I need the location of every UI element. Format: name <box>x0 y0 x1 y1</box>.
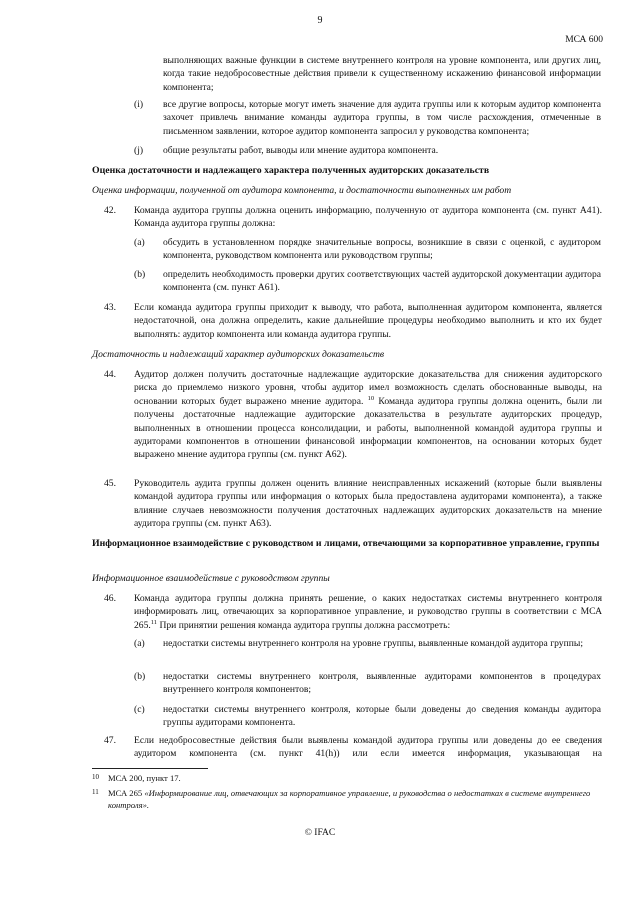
page-number: 9 <box>317 15 323 26</box>
paragraph-44-text-part1: Аудитор должен получить достаточные надлежащие аудиторские доказательства для снижения аудиторского риска до приемлемо низкого уровня, чтобы аудитор имел возможность сделать обоснованные выводы, на основании которых будет выражено мнение аудитора. <box>134 369 602 407</box>
paragraph-45-text: Руководитель аудита группы должен оценить влияние неисправленных искажений (которые были выявлены командой аудитора группы или информация о которых была предоставлена аудиторами компонента), а также влияние случаев невозможности получения достаточных надлежащих аудиторских доказательств на мнение аудитора группы (см. пункт А63). <box>134 478 602 530</box>
copyright-footer: © IFAC <box>304 828 336 838</box>
paragraph-46b-text: недостатки системы внутреннего контроля, выявленные аудиторами компонентов в процедурах внутреннего контроля компонентов; <box>163 671 601 696</box>
paragraph-43-number: 43. <box>104 302 116 313</box>
paragraph-47-number: 47. <box>104 735 116 746</box>
item-i-label: (i) <box>134 99 144 110</box>
paragraph-44-number: 44. <box>104 369 116 380</box>
footnote-divider <box>92 768 208 769</box>
paragraph-42-number: 42. <box>104 205 116 216</box>
footnote-ref-11: 11 <box>150 618 158 626</box>
paragraph-42b-label: (b) <box>134 269 146 280</box>
subheading-sufficiency: Достаточность и надлежащий характер аудиторских доказательств <box>92 349 385 360</box>
paragraph-42b-text: определить необходимость проверки других соответствующих частей аудиторской документации аудитора компонента (см. пункт А61). <box>163 269 601 294</box>
item-h-continuation: выполняющих важные функции в системе внутреннего контроля на уровне компонента, или других лиц, когда такие недобросовестные действия привели к существенному искажению финансовой информации компонента; <box>163 55 601 93</box>
paragraph-46-number: 46. <box>104 593 116 604</box>
paragraph-47-text: Если недобросовестные действия были выявлены командой аудитора группы или доведены до ее сведения аудитором компонента (см. пункт 41(h)) или если имеется информация, указывающая на <box>134 735 602 760</box>
footnote-11-text <box>108 788 602 811</box>
section-heading-communication: Информационное взаимодействие с руководством и лицами, отвечающими за корпоративное управление, группы <box>92 538 600 549</box>
item-j-label: (j) <box>134 145 144 156</box>
footnote-10-number: 10 <box>92 773 99 781</box>
paragraph-46c-text: недостатки системы внутреннего контроля, которые были доведены до сведения команды аудитора группы аудиторами компонента. <box>163 704 601 729</box>
paragraph-42-text: Команда аудитора группы должна оценить информацию, полученную от аудитора компонента (см. пункт А41). Команда аудитора группы должна: <box>134 205 602 230</box>
paragraph-46a-text: недостатки системы внутреннего контроля на уровне группы, выявленные командой аудитора группы; <box>163 638 583 649</box>
paragraph-42a-label: (a) <box>134 237 145 248</box>
subheading-component-info: Оценка информации, полученной от аудитора компонента, и достаточности выполненных им работ <box>92 185 512 196</box>
item-i-text: все другие вопросы, которые могут иметь значение для аудита группы или к которым аудитор компонента захочет привлечь внимание команды аудитора группы, в том числе расхождения, отмеченные в письменном заявлении, которое аудитор компонента запросил у руководства компонента; <box>163 99 601 137</box>
standard-code: МСА 600 <box>565 35 603 45</box>
section-heading-evaluation: Оценка достаточности и надлежащего характера полученных аудиторских доказательств <box>92 165 490 176</box>
paragraph-46-text-part2: При принятии решения команда аудитора группы должна рассмотреть: <box>157 619 451 631</box>
subheading-group-management: Информационное взаимодействие с руководством группы <box>92 573 330 584</box>
footnote-10-text: МСА 200, пункт 17. <box>108 773 181 783</box>
paragraph-46-text <box>134 592 602 632</box>
paragraph-46c-label: (c) <box>134 704 145 715</box>
paragraph-44-text <box>134 368 602 462</box>
paragraph-45-number: 45. <box>104 478 116 489</box>
paragraph-46b-label: (b) <box>134 671 146 682</box>
item-j-text: общие результаты работ, выводы или мнение аудитора компонента. <box>163 145 439 156</box>
paragraph-42a-text: обсудить в установленном порядке значительные вопросы, возникшие в связи с оценкой, с аудитором компонента, руководством компонента или руководством группы; <box>163 237 601 262</box>
footnote-11-number: 11 <box>92 788 99 796</box>
paragraph-46a-label: (a) <box>134 638 145 649</box>
footnote-ref-10: 10 <box>367 394 375 402</box>
paragraph-44-text-part2: Команда аудитора группы должна оценить, были ли получены достаточные надлежащие аудиторские доказательства в результате аудиторских процедур, выполненных в отношении процесса консолидации, и работы, выполненной командой аудитора группы и аудиторами компонентов в отношении финансовой информации компонентов, на основании которых будет выражено мнение аудитора группы (см. пункт А62). <box>134 395 603 461</box>
paragraph-43-text: Если команда аудитора группы приходит к выводу, что работа, выполненная аудитором компонента, является недостаточной, она должна определить, какие дальнейшие процедуры необходимо выполнить и кто их будет выполнять: аудитор компонента или команда аудитора группы. <box>134 302 602 340</box>
footnote-11-plain: МСА 265 <box>108 788 145 798</box>
footnote-11-title: «Информирование лиц, отвечающих за корпоративное управление, и руководства о недостатках в системе внутреннего контроля». <box>108 788 591 810</box>
paragraph-46-text-part1: Команда аудитора группы должна принять решение, о каких недостатках системы внутреннего контроля информировать лиц, отвечающих за корпоративное управление, и руководство группы в соответствии с МСА 265. <box>134 593 602 631</box>
